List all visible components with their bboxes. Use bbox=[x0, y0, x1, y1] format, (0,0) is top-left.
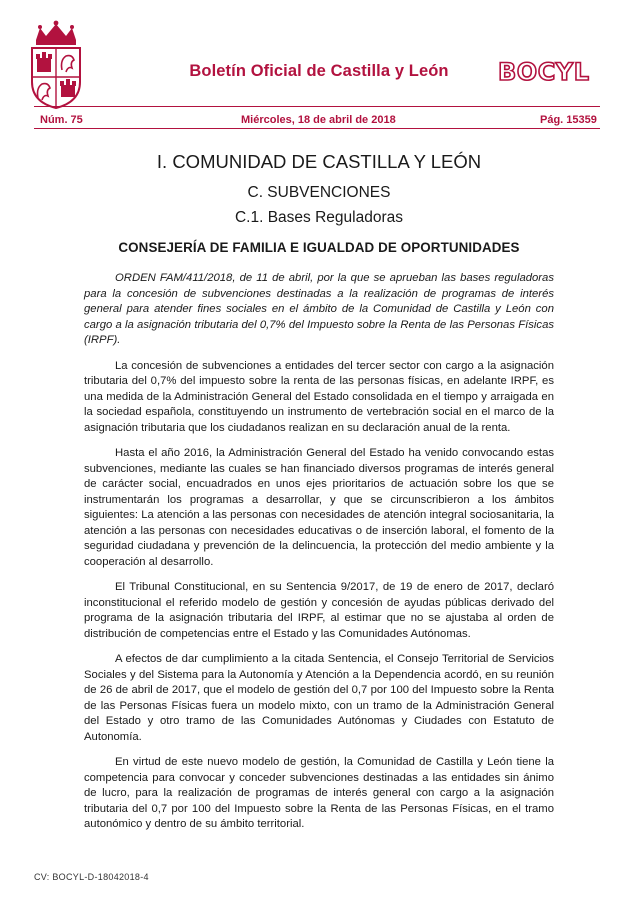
subsection-heading: C. SUBVENCIONES bbox=[247, 184, 391, 201]
order-title: ORDEN FAM/411/2018, de 11 de abril, por la que se aprueban las bases reguladoras para la concesión de subvenciones destinadas a la realización de programas de interés general para atender fines sociales en el ámbito de la Comunidad de Castilla y León con cargo a la asignación tributaria del 0,7% del Impuesto sobre la Renta de las Personas Físicas (IRPF). bbox=[84, 272, 554, 346]
issue-number: Núm. 75 bbox=[40, 114, 83, 126]
gazette-title: Boletín Oficial de Castilla y León bbox=[189, 62, 449, 80]
header-rule-bottom bbox=[34, 128, 600, 129]
body-paragraph: A efectos de dar cumplimiento a la citada Sentencia, el Consejo Territorial de Servicios Sociales y del Sistema para la Autonomía y Atención a la Dependencia acordó, en su reunión de 26 de abril de 2017, que el modelo de gestión del 0,7 por 100 del Impuesto sobre la Renta de las Personas Físicas fuera un modelo mixto, con un tramo de la Administración General del Estado y otro tramo de las Comunidades Autónomas y Ciudades con Estatuto de Autonomía. bbox=[84, 653, 554, 743]
body-paragraph: La concesión de subvenciones a entidades del tercer sector con cargo a la asignación tributaria del 0,7% del impuesto sobre la renta de las personas físicas, en adelante IRPF, es una medida de la Administración General del Estado consolidada en el tiempo y arraigada en la sociedad española, constituyendo un instrumento de vertebración social en el marco de la asignación tributaria que los ciudadanos realizan en su declaración anual de la renta. bbox=[84, 359, 554, 434]
cv-code: CV: BOCYL-D-18042018-4 bbox=[34, 872, 149, 882]
body-paragraph: El Tribunal Constitucional, en su Sentencia 9/2017, de 19 de enero de 2017, declaró inconstitucional el referido modelo de gestión y concesión de ayudas públicas derivado del programa de la asignación tributaria del IRPF, al estimar que no se ajustaba al orden de distribución de competencias entre el Estado y las Comunidades Autónomas. bbox=[84, 581, 554, 640]
section-heading: I. COMUNIDAD DE CASTILLA Y LEÓN bbox=[156, 151, 482, 172]
ministry-heading: CONSEJERÍA DE FAMILIA E IGUALDAD DE OPORTUNIDADES bbox=[118, 240, 520, 255]
header-rule-top bbox=[34, 106, 600, 107]
bocyl-logo: BOCYL bbox=[498, 58, 590, 86]
issue-date: Miércoles, 18 de abril de 2018 bbox=[241, 114, 396, 126]
document-body bbox=[84, 271, 554, 843]
page-number: Pág. 15359 bbox=[540, 114, 597, 126]
subsubsection-heading: C.1. Bases Reguladoras bbox=[234, 209, 403, 226]
body-paragraph: En virtud de este nuevo modelo de gestión, la Comunidad de Castilla y León tiene la competencia para convocar y conceder subvenciones destinadas a las entidades sin ánimo de lucro, para la realización de programas de interés general con cargo a la asignación tributaria del 0,7 por 100 del Impuesto sobre la Renta de las Personas Físicas, en el tramo autonómico y dentro de su ámbito territorial. bbox=[84, 756, 554, 830]
body-paragraph: Hasta el año 2016, la Administración General del Estado ha venido convocando estas subvenciones, mediante las cuales se han financiado diversos programas de interés general de carácter social, encuadrados en unos ejes prioritarios de actuación sobre los que se instrumentarán los programas a desarrollar, y que se circunscribieron a los ámbitos siguientes: La atención a las personas con necesidades de atención integral sociosanitaria, la atención a las personas con necesidades educativas o de inserción laboral, el fomento de la seguridad ciudadana y prevención de la delincuencia, la protección del medio ambiente y la cooperación al desarrollo. bbox=[84, 447, 554, 568]
